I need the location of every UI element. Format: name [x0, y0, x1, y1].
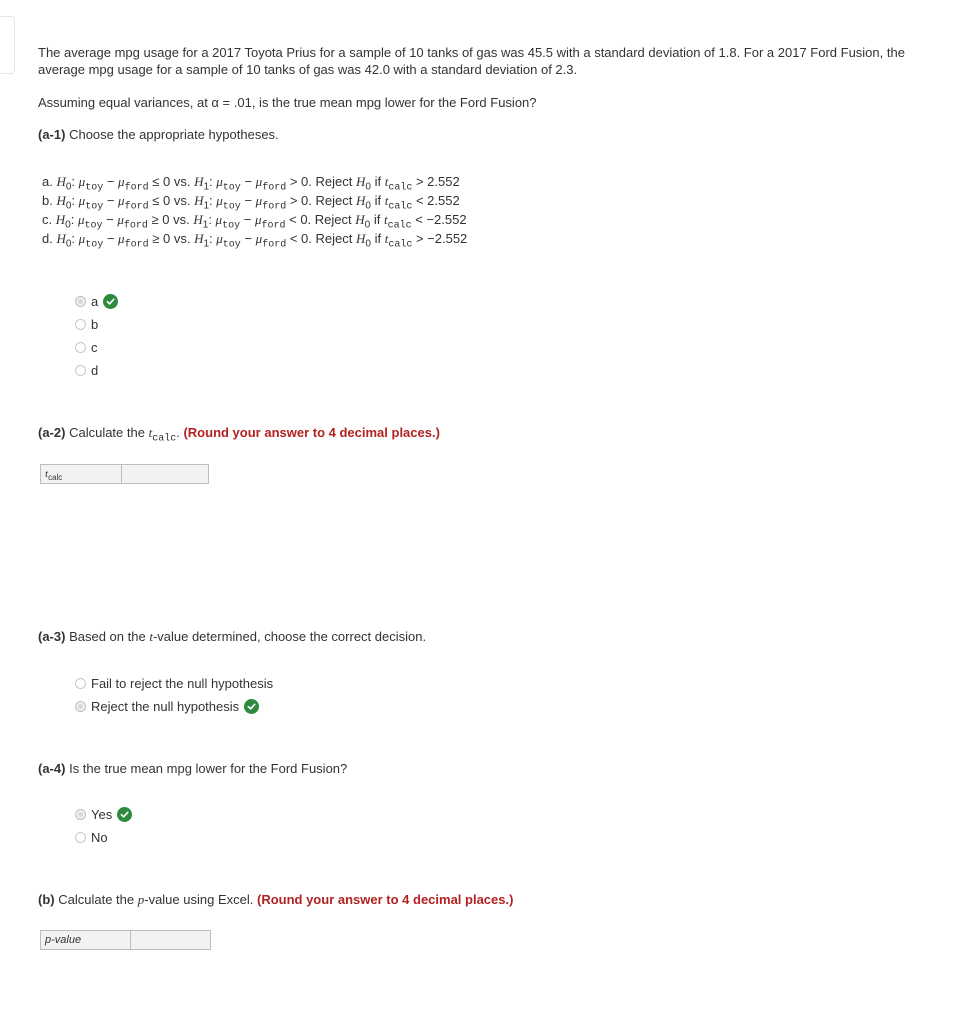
t-symbol: t — [148, 425, 153, 440]
if-text: if — [373, 212, 381, 227]
h0-symbol: H — [355, 193, 366, 208]
question-text: Is the true mean mpg lower for the Ford Fusion? — [69, 761, 348, 776]
ford-subscript: ford — [262, 201, 287, 213]
h0-relation: ≤ 0 — [152, 174, 171, 189]
h0-subscript: 0 — [65, 181, 72, 193]
a3-option-1[interactable] — [75, 673, 273, 693]
tcalc-input[interactable] — [122, 465, 208, 483]
ford-subscript: ford — [123, 220, 148, 232]
mu-symbol: μ — [117, 212, 124, 227]
a1-option-3[interactable] — [75, 337, 98, 357]
h1-symbol: H — [194, 231, 204, 246]
question-text-end: -value determined, choose the correct decision. — [152, 629, 427, 644]
h1-relation: < 0 — [289, 212, 308, 227]
hypothesis-line: c. $H_0$: $\mu_{toy} - \mu_{ford} \ge 0$ vs. $H_1$: $\mu_{toy} - \mu_{ford} < 0$. Reject $H_0$ if $t_{calc} < -2.552$ — [42, 212, 467, 232]
mu-symbol: μ — [255, 193, 263, 208]
mu-symbol: μ — [215, 212, 223, 227]
radio-button[interactable] — [75, 701, 86, 712]
h0-symbol: H — [56, 231, 66, 246]
minus-sign: − — [106, 212, 114, 227]
reject-text: Reject — [315, 193, 353, 208]
mu-symbol: μ — [118, 174, 125, 189]
toy-subscript: toy — [85, 201, 104, 213]
a1-option-2[interactable] — [75, 314, 98, 334]
problem-intro: The average mpg usage for a 2017 Toyota Prius for a sample of 10 tanks of gas was 45.5 with a standard deviation of 1.8. For a 2017 Ford Fusion, the average mpg usage for a sample of 10 tanks of gas was 42.0 with a standard deviation of 2.3. — [38, 45, 905, 77]
h0-symbol: H — [56, 193, 66, 208]
question-a2 — [38, 424, 918, 448]
mu-symbol: μ — [255, 174, 263, 189]
h0-relation: ≥ 0 — [152, 231, 171, 246]
hypothesis-letter: d. — [42, 231, 53, 246]
ford-subscript: ford — [124, 182, 149, 194]
h0-symbol: H — [355, 174, 366, 189]
calc-subscript: calc — [388, 201, 413, 213]
hypothesis-letter: a. — [42, 174, 53, 189]
vs-text: vs. — [173, 193, 191, 208]
hypothesis-letter: b. — [42, 193, 53, 208]
question-text: Calculate the — [58, 892, 138, 907]
option-label: Reject the null hypothesis — [91, 698, 240, 714]
mu-symbol: μ — [216, 231, 223, 246]
p-symbol: p — [137, 892, 145, 907]
reject-relation: > 2.552 — [415, 174, 460, 189]
pvalue-answer-label: p-value — [41, 931, 131, 949]
ford-subscript: ford — [124, 201, 149, 213]
radio-button[interactable] — [75, 678, 86, 689]
if-text: if — [374, 231, 382, 246]
question-a4 — [38, 760, 918, 777]
radio-button[interactable] — [75, 296, 86, 307]
h0-subscript: 0 — [365, 181, 371, 193]
ford-subscript: ford — [262, 182, 287, 194]
question-text: Based on the — [69, 629, 150, 644]
reject-relation: < 2.552 — [415, 193, 460, 208]
ford-subscript: ford — [124, 239, 149, 251]
option-label: b — [91, 316, 99, 332]
h0-symbol: H — [55, 212, 66, 227]
h0-subscript: 0 — [65, 238, 72, 250]
if-text: if — [374, 174, 382, 189]
hypothesis-line: b. $H_0$: $\mu_{toy} - \mu_{ford} \le 0$ vs. $H_1$: $\mu_{toy} - \mu_{ford} > 0$. Reject $H_0$ if $t_{calc} < 2.552$ — [42, 193, 460, 213]
mu-symbol: μ — [78, 174, 86, 189]
mu-symbol: μ — [118, 231, 125, 246]
option-label: c — [91, 339, 98, 355]
reject-relation: > −2.552 — [415, 231, 468, 246]
check-icon — [103, 294, 118, 309]
reject-relation: < −2.552 — [415, 212, 467, 227]
option-label: Yes — [91, 806, 113, 822]
h1-relation: > 0 — [289, 174, 309, 189]
if-text: if — [374, 193, 382, 208]
mu-symbol: μ — [255, 231, 263, 246]
t-symbol: t — [383, 212, 388, 227]
mu-symbol: μ — [78, 193, 86, 208]
rounding-note: (Round your answer to 4 decimal places.) — [256, 892, 514, 907]
reject-text: Reject — [315, 174, 353, 189]
t-symbol: t — [384, 193, 389, 208]
check-icon — [244, 699, 259, 714]
h1-relation: < 0 — [289, 231, 309, 246]
minus-sign: − — [106, 193, 115, 208]
mu-symbol: μ — [254, 212, 262, 227]
radio-button[interactable] — [75, 342, 86, 353]
reject-text: Reject — [315, 231, 353, 246]
question-label: (a-1) — [38, 127, 66, 142]
toy-subscript: toy — [222, 201, 241, 213]
a1-option-1[interactable] — [75, 291, 118, 311]
hypothesis-line: a. $H_0$: $\mu_{toy} - \mu_{ford} \le 0$ vs. $H_1$: $\mu_{toy} - \mu_{ford} > 0$. Reject $H_0$ if $t_{calc} > 2.552$ — [42, 174, 460, 194]
question-text: Choose the appropriate hypotheses. — [69, 127, 279, 142]
tcalc-answer-label — [41, 465, 122, 483]
toy-subscript: toy — [222, 182, 241, 194]
calc-subscript: calc — [387, 220, 412, 232]
pvalue-input[interactable] — [131, 931, 210, 949]
calc-subscript: calc — [388, 182, 413, 194]
h0-symbol: H — [355, 212, 365, 227]
a1-option-4[interactable] — [75, 360, 98, 380]
minus-sign: − — [106, 231, 115, 246]
mu-symbol: μ — [216, 193, 223, 208]
problem-assumption: Assuming equal variances, at α = .01, is the true mean mpg lower for the Ford Fusion? — [38, 95, 537, 110]
h0-subscript: 0 — [364, 219, 371, 231]
toy-subscript: toy — [84, 220, 103, 232]
h0-subscript: 0 — [365, 200, 371, 212]
h0-symbol: H — [355, 231, 366, 246]
toy-subscript: toy — [222, 239, 241, 251]
minus-sign: − — [244, 193, 253, 208]
question-a3 — [38, 628, 918, 645]
reject-text: Reject — [314, 212, 352, 227]
vs-text: vs. — [173, 231, 191, 246]
h1-symbol: H — [194, 174, 204, 189]
a4-option-2[interactable] — [75, 827, 108, 847]
vs-text: vs. — [173, 174, 191, 189]
calc-subscript: calc — [388, 239, 413, 251]
option-label: d — [91, 362, 99, 378]
question-text-end: -value using Excel. — [144, 892, 254, 907]
h1-relation: > 0 — [289, 193, 309, 208]
option-label: a — [91, 293, 99, 309]
mu-symbol: μ — [77, 212, 85, 227]
h1-symbol: H — [193, 212, 203, 227]
toy-subscript: toy — [85, 182, 104, 194]
option-label: Fail to reject the null hypothesis — [91, 675, 274, 691]
toy-subscript: toy — [222, 220, 241, 232]
pvalue-answer-box — [40, 930, 211, 950]
hypothesis-line: d. $H_0$: $\mu_{toy} - \mu_{ford} \ge 0$ vs. $H_1$: $\mu_{toy} - \mu_{ford} < 0$. Reject $H_0$ if $t_{calc} > -2.552$ — [42, 231, 468, 251]
rounding-note: (Round your answer to 4 decimal places.) — [183, 425, 440, 440]
h1-subscript: 1 — [203, 181, 210, 193]
t-symbol: t — [45, 468, 49, 480]
h0-subscript: 0 — [365, 238, 371, 250]
radio-button[interactable] — [75, 832, 86, 843]
mu-symbol: μ — [216, 174, 223, 189]
calc-subscript: calc — [48, 473, 63, 483]
mu-symbol: μ — [118, 193, 125, 208]
calc-subscript: calc — [152, 433, 177, 445]
h0-subscript: 0 — [65, 200, 72, 212]
ford-subscript: ford — [261, 220, 286, 232]
t-symbol: t — [384, 231, 389, 246]
question-text-end: . — [176, 425, 180, 440]
check-icon — [117, 807, 132, 822]
h1-subscript: 1 — [203, 200, 210, 212]
radio-button[interactable] — [75, 319, 86, 330]
question-label: (a-3) — [38, 629, 66, 644]
question-text: Calculate the — [69, 425, 149, 440]
h1-symbol: H — [194, 193, 204, 208]
toy-subscript: toy — [85, 239, 104, 251]
minus-sign: − — [244, 231, 253, 246]
a4-option-1[interactable] — [75, 804, 132, 824]
ford-subscript: ford — [262, 239, 287, 251]
h1-subscript: 1 — [202, 219, 209, 231]
h1-subscript: 1 — [203, 238, 210, 250]
h0-relation: ≥ 0 — [151, 212, 170, 227]
question-label: (a-2) — [38, 425, 66, 440]
h0-subscript: 0 — [65, 219, 71, 231]
radio-button[interactable] — [75, 809, 86, 820]
h0-relation: ≤ 0 — [152, 193, 171, 208]
minus-sign: − — [106, 174, 115, 189]
minus-sign: − — [243, 212, 252, 227]
question-label: (b) — [38, 892, 55, 907]
radio-button[interactable] — [75, 365, 86, 376]
h0-symbol: H — [56, 174, 66, 189]
t-symbol: t — [149, 629, 153, 644]
question-a1 — [38, 126, 918, 143]
option-label: No — [91, 829, 108, 845]
hypothesis-letter: c. — [42, 212, 53, 227]
side-panel-tab — [0, 16, 15, 74]
minus-sign: − — [244, 174, 253, 189]
tcalc-answer-box — [40, 464, 209, 484]
question-label: (a-4) — [38, 761, 66, 776]
t-symbol: t — [384, 174, 389, 189]
a3-option-2[interactable] — [75, 696, 259, 716]
question-b — [38, 891, 918, 908]
vs-text: vs. — [173, 212, 190, 227]
mu-symbol: μ — [78, 231, 86, 246]
